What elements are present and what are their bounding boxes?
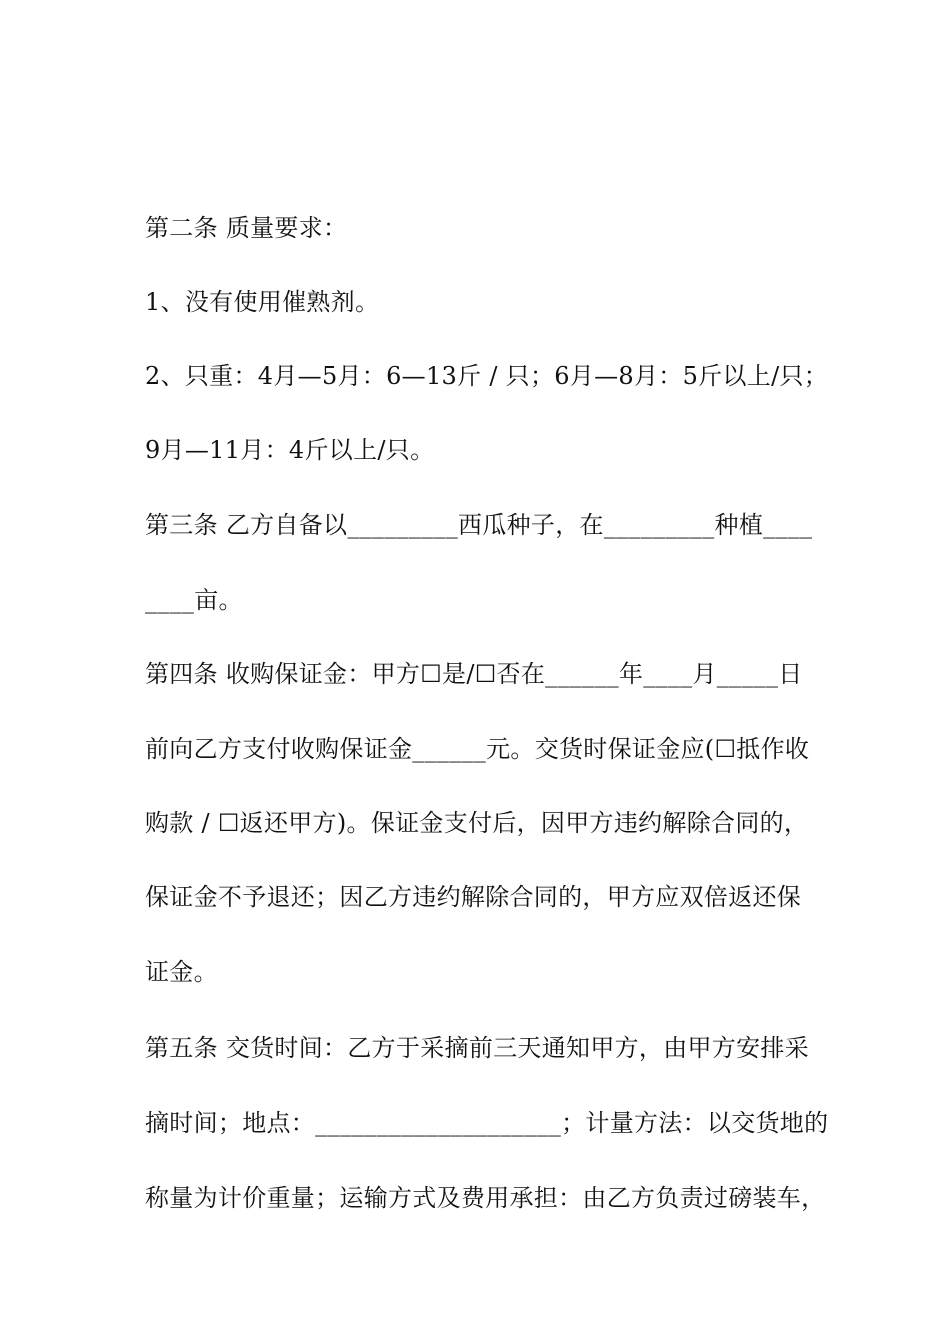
article-5-line-3: 称量为计价重量；运输方式及费用承担：由乙方负责过磅装车， [145,1184,826,1212]
quality-item-2: 2、只重：4月—5月：6—13斤 / 只；6月—8月：5斤以上/只； [145,362,829,390]
article-4-text: 第四条 收购保证金：甲方☐是/☐否在______年____月_____日 [145,660,803,688]
article-4-line-2: 前向乙方支付收购保证金______元。交货时保证金应(☐抵作收 [145,735,810,763]
article-4-line-3: 购款 / ☐返还甲方)。保证金支付后，因甲方违约解除合同的， [145,809,809,837]
article-5-line-2: 摘时间；地点：____________________；计量方法：以交货地的 [145,1109,829,1137]
article-4-line-4: 保证金不予退还；因乙方违约解除合同的，甲方应双倍返还保 [145,883,802,911]
quality-item-2-continued: 9月—11月：4斤以上/只。 [145,436,435,464]
article-3-continued: ____亩。 [145,586,243,614]
article-5-text: 第五条 交货时间：乙方于采摘前三天通知甲方，由甲方安排采 [145,1034,810,1062]
article-2-heading: 第二条 质量要求： [145,214,348,242]
article-4-line-5: 证金。 [145,958,218,986]
quality-item-1: 1、没有使用催熟剂。 [145,288,380,316]
article-3-text: 第三条 乙方自备以_________西瓜种子，在_________种植____ [145,511,813,539]
